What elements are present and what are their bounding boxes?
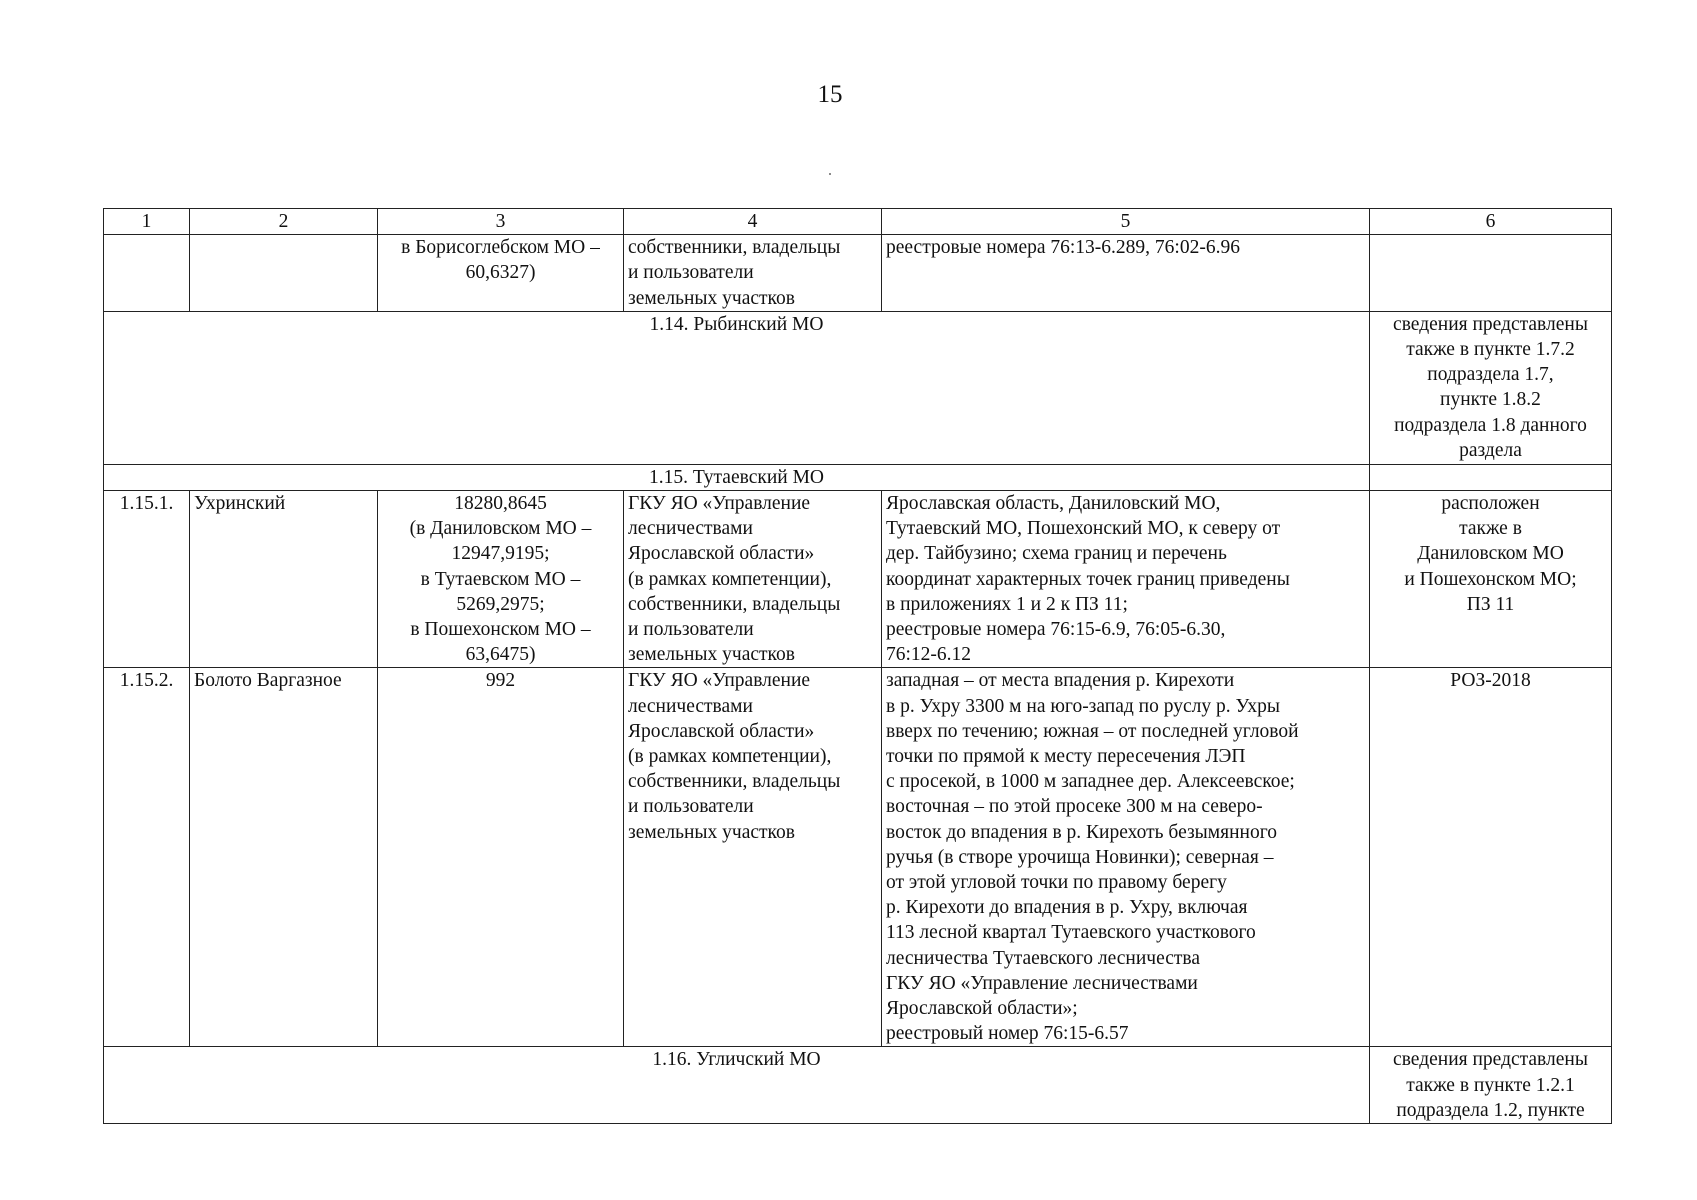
- text-line: Даниловском МО: [1417, 543, 1564, 565]
- text-line: ГКУ ЯО «Управление: [628, 493, 811, 515]
- section-row-tutaevsky: [104, 464, 1612, 490]
- text-line: земельных участков: [628, 821, 795, 843]
- section-row-uglichsky: [104, 1047, 1612, 1124]
- text-line: также в: [1459, 518, 1522, 540]
- text-line: Ярославской области»: [628, 720, 815, 742]
- text-line: ГКУ ЯО «Управление лесничествами: [886, 972, 1198, 994]
- cell-description: [882, 235, 1370, 312]
- cell-description: [882, 668, 1370, 1047]
- text-line: раздела: [1459, 439, 1522, 461]
- text-line: западная – от места впадения р. Кирехоти: [886, 670, 1235, 692]
- section-title-rybinsky: 1.14. Рыбинский МО: [104, 311, 1370, 464]
- text-line: (в Даниловском МО –: [409, 518, 592, 540]
- text-line: лесничествами: [628, 518, 753, 540]
- text-line: Ярославская область, Даниловский МО,: [886, 493, 1221, 515]
- text-line: собственники, владельцы: [628, 771, 841, 793]
- text-line: с просекой, в 1000 м западнее дер. Алексеевское;: [886, 771, 1295, 793]
- registry-table: [103, 208, 1612, 1124]
- cell-name: Болото Варгазное: [190, 668, 378, 1047]
- text-line: вверх по течению; южная – от последней угловой: [886, 720, 1299, 742]
- text-line: реестровый номер 76:15-6.57: [886, 1023, 1129, 1045]
- cell-description: [882, 491, 1370, 668]
- text-line: ПЗ 11: [1466, 593, 1515, 615]
- text-line: в Тутаевском МО –: [420, 568, 581, 590]
- text-line: ручья (в створе урочища Новинки); северная –: [886, 846, 1274, 868]
- cell-authority: [624, 491, 882, 668]
- column-number-1: 1: [104, 209, 190, 235]
- text-line: в приложениях 1 и 2 к ПЗ 11;: [886, 593, 1128, 615]
- text-line: 113 лесной квартал Тутаевского участкового: [886, 922, 1256, 944]
- text-line: в р. Ухру 3300 м на юго-запад по руслу р. Ухры: [886, 695, 1280, 717]
- text-line: в Борисоглебском МО –: [401, 237, 600, 259]
- column-number-4: 4: [624, 209, 882, 235]
- text-line: расположен: [1441, 493, 1540, 515]
- text-line: реестровые номера 76:13-6.289, 76:02-6.96: [886, 237, 1240, 259]
- cell-authority: [624, 668, 882, 1047]
- cell-note: [1370, 668, 1612, 1047]
- text-line: земельных участков: [628, 644, 795, 666]
- cell-area: [378, 235, 624, 312]
- text-line: дер. Тайбузино; схема границ и перечень: [886, 543, 1227, 565]
- section-note-rybinsky: [1370, 311, 1612, 464]
- text-line: 63,6475): [465, 644, 536, 666]
- text-line: Ярославской области»: [628, 543, 815, 565]
- cell-note: [1370, 235, 1612, 312]
- text-line: Ярославской области»;: [886, 998, 1078, 1020]
- cell-name: Ухринский: [190, 491, 378, 668]
- page-number: 15: [817, 81, 843, 108]
- text-line: сведения представлены: [1393, 313, 1588, 335]
- cell-area: [378, 491, 624, 668]
- cell-number: 1.15.2.: [104, 668, 190, 1047]
- text-line: Тутаевский МО, Пошехонский МО, к северу от: [886, 518, 1281, 540]
- text-line: собственники, владельцы: [628, 237, 841, 259]
- text-line: и Пошехонском МО;: [1404, 568, 1577, 590]
- text-line: подраздела 1.8 данного: [1394, 414, 1587, 436]
- table-row-continuation: [104, 235, 1612, 312]
- text-line: восток до впадения в р. Кирехоть безымянного: [886, 821, 1277, 843]
- text-line: от этой угловой точки по правому берегу: [886, 872, 1227, 894]
- text-line: в Пошехонском МО –: [410, 619, 591, 641]
- section-note-tutaevsky: [1370, 464, 1612, 490]
- table-row-vargaznoe: [104, 668, 1612, 1047]
- cell-area: [378, 668, 624, 1047]
- section-row-rybinsky: [104, 311, 1612, 464]
- text-line: пункте 1.8.2: [1440, 389, 1541, 411]
- text-line: также в пункте 1.7.2: [1406, 339, 1575, 361]
- table-header-row: [104, 209, 1612, 235]
- column-number-6: 6: [1370, 209, 1612, 235]
- section-title-uglichsky: 1.16. Угличский МО: [104, 1047, 1370, 1124]
- column-number-2: 2: [190, 209, 378, 235]
- text-line: лесничествами: [628, 695, 753, 717]
- text-line: 76:12-6.12: [886, 644, 972, 666]
- cell-number: 1.15.1.: [104, 491, 190, 668]
- cell-number: [104, 235, 190, 312]
- text-line: 5269,2975;: [456, 593, 545, 615]
- text-line: (в рамках компетенции),: [628, 568, 832, 590]
- text-line: собственники, владельцы: [628, 593, 841, 615]
- text-line: и пользователи: [628, 796, 754, 818]
- text-line: подраздела 1.7,: [1427, 364, 1554, 386]
- text-line: ГКУ ЯО «Управление: [628, 670, 811, 692]
- section-title-tutaevsky: 1.15. Тутаевский МО: [104, 464, 1370, 490]
- text-line: 12947,9195;: [451, 543, 550, 565]
- text-line: 60,6327): [465, 262, 536, 284]
- cell-authority: [624, 235, 882, 312]
- text-line: 18280,8645: [454, 493, 547, 515]
- text-line: (в рамках компетенции),: [628, 746, 832, 768]
- text-line: земельных участков: [628, 287, 795, 309]
- text-line: точки по прямой к месту пересечения ЛЭП: [886, 746, 1246, 768]
- text-line: лесничества Тутаевского лесничества: [886, 947, 1201, 969]
- text-line: сведения представлены: [1393, 1049, 1588, 1071]
- text-line: 992: [485, 670, 516, 692]
- column-number-3: 3: [378, 209, 624, 235]
- text-line: и пользователи: [628, 619, 754, 641]
- text-line: и пользователи: [628, 262, 754, 284]
- text-line: р. Кирехоти до впадения в р. Ухру, включая: [886, 897, 1248, 919]
- text-line: реестровые номера 76:15-6.9, 76:05-6.30,: [886, 619, 1226, 641]
- text-line: подраздела 1.2, пункте: [1396, 1099, 1585, 1121]
- text-line: восточная – по этой просеке 300 м на северо-: [886, 796, 1263, 818]
- cell-note: [1370, 491, 1612, 668]
- table-row-ukhrinsky: [104, 491, 1612, 668]
- scan-speck: [829, 173, 831, 175]
- column-number-5: 5: [882, 209, 1370, 235]
- text-line: координат характерных точек границ приведены: [886, 568, 1290, 590]
- cell-name: [190, 235, 378, 312]
- text-line: также в пункте 1.2.1: [1406, 1074, 1575, 1096]
- section-note-uglichsky: [1370, 1047, 1612, 1124]
- text-line: РОЗ-2018: [1450, 670, 1531, 692]
